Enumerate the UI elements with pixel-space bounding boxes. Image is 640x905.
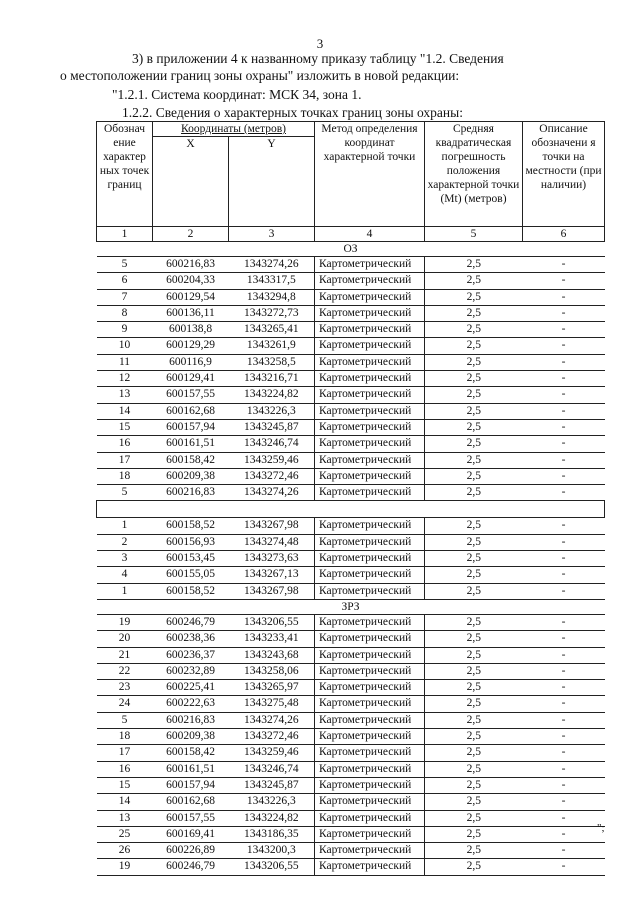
- header-error: Средняя квадратическая погрешность положения характерной точки (Mt) (метров): [425, 122, 523, 227]
- table-row: [97, 305, 605, 321]
- x-coordinate: 600138,8: [153, 322, 229, 338]
- x-coordinate: 600246,79: [153, 614, 229, 630]
- x-coordinate: 600209,38: [153, 729, 229, 745]
- point-number: 24: [97, 696, 153, 712]
- header-x: X: [153, 137, 229, 227]
- x-coordinate: 600136,11: [153, 305, 229, 321]
- error-cell: 2,5: [425, 273, 523, 289]
- error-cell: 2,5: [425, 452, 523, 468]
- table-row: [97, 583, 605, 599]
- y-coordinate: 1343226,3: [229, 794, 315, 810]
- description-cell: -: [523, 452, 605, 468]
- table-row: [97, 647, 605, 663]
- y-coordinate: 1343246,74: [229, 761, 315, 777]
- description-cell: -: [523, 794, 605, 810]
- method-cell: Картометрический: [315, 680, 425, 696]
- description-cell: -: [523, 843, 605, 859]
- description-cell: -: [523, 729, 605, 745]
- column-number: 2: [153, 227, 229, 242]
- description-cell: -: [523, 631, 605, 647]
- method-cell: Картометрический: [315, 567, 425, 583]
- x-coordinate: 600232,89: [153, 663, 229, 679]
- error-cell: 2,5: [425, 289, 523, 305]
- method-cell: Картометрический: [315, 696, 425, 712]
- point-number: 5: [97, 712, 153, 728]
- column-number: 3: [229, 227, 315, 242]
- method-cell: Картометрический: [315, 614, 425, 630]
- point-number: 13: [97, 810, 153, 826]
- error-cell: 2,5: [425, 583, 523, 599]
- method-cell: Картометрический: [315, 745, 425, 761]
- description-cell: -: [523, 273, 605, 289]
- point-number: 1: [97, 518, 153, 534]
- x-coordinate: 600246,79: [153, 859, 229, 875]
- boundary-points-table: [96, 121, 605, 876]
- x-coordinate: 600156,93: [153, 534, 229, 550]
- error-cell: 2,5: [425, 338, 523, 354]
- point-number: 26: [97, 843, 153, 859]
- point-number: 23: [97, 680, 153, 696]
- table-row: [97, 696, 605, 712]
- x-coordinate: 600238,36: [153, 631, 229, 647]
- column-number: 5: [425, 227, 523, 242]
- description-cell: -: [523, 663, 605, 679]
- description-cell: -: [523, 338, 605, 354]
- description-cell: -: [523, 614, 605, 630]
- amendment-line-2: о местоположении границ зоны охраны" изложить в новой редакции:: [60, 68, 460, 83]
- y-coordinate: 1343245,87: [229, 419, 315, 435]
- description-cell: -: [523, 810, 605, 826]
- point-number: 6: [97, 273, 153, 289]
- y-coordinate: 1343265,97: [229, 680, 315, 696]
- error-cell: 2,5: [425, 354, 523, 370]
- table-row: [97, 745, 605, 761]
- description-cell: -: [523, 518, 605, 534]
- description-cell: -: [523, 761, 605, 777]
- error-cell: 2,5: [425, 468, 523, 484]
- error-cell: 2,5: [425, 534, 523, 550]
- description-cell: -: [523, 826, 605, 842]
- point-number: 18: [97, 729, 153, 745]
- point-number: 16: [97, 436, 153, 452]
- description-cell: -: [523, 777, 605, 793]
- error-cell: 2,5: [425, 696, 523, 712]
- x-coordinate: 600158,52: [153, 583, 229, 599]
- method-cell: Картометрический: [315, 810, 425, 826]
- x-coordinate: 600161,51: [153, 761, 229, 777]
- table-row: [97, 371, 605, 387]
- y-coordinate: 1343233,41: [229, 631, 315, 647]
- table-row: [97, 712, 605, 728]
- point-number: 19: [97, 859, 153, 875]
- method-cell: Картометрический: [315, 273, 425, 289]
- x-coordinate: 600116,9: [153, 354, 229, 370]
- point-number: 17: [97, 745, 153, 761]
- x-coordinate: 600236,37: [153, 647, 229, 663]
- y-coordinate: 1343267,13: [229, 567, 315, 583]
- x-coordinate: 600216,83: [153, 485, 229, 501]
- error-cell: 2,5: [425, 745, 523, 761]
- y-coordinate: 1343267,98: [229, 583, 315, 599]
- table-row: [97, 436, 605, 452]
- x-coordinate: 600162,68: [153, 794, 229, 810]
- header-description: Описание обозначени я точки на местности (при наличии): [523, 122, 605, 227]
- header-y: Y: [229, 137, 315, 227]
- description-cell: -: [523, 289, 605, 305]
- table-row: [97, 680, 605, 696]
- table-row: [97, 322, 605, 338]
- description-cell: -: [523, 354, 605, 370]
- header-method: Метод определения координат характерной точки: [315, 122, 425, 227]
- y-coordinate: 1343274,26: [229, 485, 315, 501]
- table-row: [97, 810, 605, 826]
- error-cell: 2,5: [425, 371, 523, 387]
- point-number: 10: [97, 338, 153, 354]
- description-cell: -: [523, 696, 605, 712]
- table-row: [97, 468, 605, 484]
- x-coordinate: 600209,38: [153, 468, 229, 484]
- table-row: [97, 859, 605, 875]
- error-cell: 2,5: [425, 663, 523, 679]
- x-coordinate: 600155,05: [153, 567, 229, 583]
- table-row: [97, 777, 605, 793]
- page-number: 3: [316, 36, 324, 51]
- description-cell: -: [523, 468, 605, 484]
- description-cell: -: [523, 712, 605, 728]
- error-cell: 2,5: [425, 729, 523, 745]
- description-cell: -: [523, 745, 605, 761]
- point-number: 19: [97, 614, 153, 630]
- y-coordinate: 1343258,06: [229, 663, 315, 679]
- table-row: [97, 631, 605, 647]
- error-cell: 2,5: [425, 794, 523, 810]
- table-row: [97, 354, 605, 370]
- error-cell: 2,5: [425, 485, 523, 501]
- table-row: [97, 551, 605, 567]
- column-number-row: [97, 227, 605, 242]
- point-number: 7: [97, 289, 153, 305]
- table-row: [97, 567, 605, 583]
- x-coordinate: 600129,41: [153, 371, 229, 387]
- method-cell: Картометрический: [315, 305, 425, 321]
- y-coordinate: 1343224,82: [229, 810, 315, 826]
- y-coordinate: 1343206,55: [229, 859, 315, 875]
- points-title-line: 1.2.2. Сведения о характерных точках границ зоны охраны:: [122, 105, 463, 120]
- point-number: 21: [97, 647, 153, 663]
- error-cell: 2,5: [425, 387, 523, 403]
- x-coordinate: 600162,68: [153, 403, 229, 419]
- x-coordinate: 600158,52: [153, 518, 229, 534]
- method-cell: Картометрический: [315, 322, 425, 338]
- y-coordinate: 1343206,55: [229, 614, 315, 630]
- description-cell: -: [523, 485, 605, 501]
- method-cell: Картометрический: [315, 631, 425, 647]
- y-coordinate: 1343272,73: [229, 305, 315, 321]
- point-number: 15: [97, 777, 153, 793]
- method-cell: Картометрический: [315, 859, 425, 875]
- method-cell: Картометрический: [315, 712, 425, 728]
- x-coordinate: 600157,94: [153, 419, 229, 435]
- method-cell: Картометрический: [315, 843, 425, 859]
- x-coordinate: 600161,51: [153, 436, 229, 452]
- error-cell: 2,5: [425, 631, 523, 647]
- error-cell: 2,5: [425, 777, 523, 793]
- point-number: 13: [97, 387, 153, 403]
- method-cell: Картометрический: [315, 387, 425, 403]
- y-coordinate: 1343272,46: [229, 729, 315, 745]
- table-row: [97, 387, 605, 403]
- method-cell: Картометрический: [315, 794, 425, 810]
- column-number: 1: [97, 227, 153, 242]
- y-coordinate: 1343272,46: [229, 468, 315, 484]
- x-coordinate: 600216,83: [153, 257, 229, 273]
- description-cell: -: [523, 859, 605, 875]
- column-number: 4: [315, 227, 425, 242]
- description-cell: -: [523, 567, 605, 583]
- y-coordinate: 1343186,35: [229, 826, 315, 842]
- table-row: [97, 794, 605, 810]
- x-coordinate: 600129,54: [153, 289, 229, 305]
- error-cell: 2,5: [425, 419, 523, 435]
- method-cell: Картометрический: [315, 371, 425, 387]
- error-cell: 2,5: [425, 761, 523, 777]
- description-cell: -: [523, 534, 605, 550]
- y-coordinate: 1343273,63: [229, 551, 315, 567]
- error-cell: 2,5: [425, 322, 523, 338]
- group-spacer: [97, 501, 605, 518]
- table-row: [97, 843, 605, 859]
- table-row: [97, 826, 605, 842]
- description-cell: -: [523, 583, 605, 599]
- description-cell: -: [523, 257, 605, 273]
- table-row: [97, 273, 605, 289]
- method-cell: Картометрический: [315, 534, 425, 550]
- method-cell: Картометрический: [315, 436, 425, 452]
- error-cell: 2,5: [425, 518, 523, 534]
- error-cell: 2,5: [425, 712, 523, 728]
- point-number: 20: [97, 631, 153, 647]
- error-cell: 2,5: [425, 551, 523, 567]
- error-cell: 2,5: [425, 826, 523, 842]
- x-coordinate: 600222,63: [153, 696, 229, 712]
- method-cell: Картометрический: [315, 583, 425, 599]
- point-number: 25: [97, 826, 153, 842]
- x-coordinate: 600157,94: [153, 777, 229, 793]
- y-coordinate: 1343224,82: [229, 387, 315, 403]
- y-coordinate: 1343317,5: [229, 273, 315, 289]
- method-cell: Картометрический: [315, 518, 425, 534]
- x-coordinate: 600129,29: [153, 338, 229, 354]
- end-quote-mark: ";: [597, 822, 605, 834]
- y-coordinate: 1343246,74: [229, 436, 315, 452]
- y-coordinate: 1343265,41: [229, 322, 315, 338]
- method-cell: Картометрический: [315, 452, 425, 468]
- table-row: [97, 403, 605, 419]
- error-cell: 2,5: [425, 680, 523, 696]
- header-coordinates: Координаты (метров): [153, 122, 315, 137]
- method-cell: Картометрический: [315, 289, 425, 305]
- error-cell: 2,5: [425, 647, 523, 663]
- method-cell: Картометрический: [315, 826, 425, 842]
- x-coordinate: 600158,42: [153, 452, 229, 468]
- y-coordinate: 1343216,71: [229, 371, 315, 387]
- y-coordinate: 1343226,3: [229, 403, 315, 419]
- method-cell: Картометрический: [315, 647, 425, 663]
- y-coordinate: 1343259,46: [229, 452, 315, 468]
- y-coordinate: 1343261,9: [229, 338, 315, 354]
- description-cell: -: [523, 305, 605, 321]
- section-row: [97, 242, 605, 257]
- description-cell: -: [523, 647, 605, 663]
- method-cell: Картометрический: [315, 485, 425, 501]
- error-cell: 2,5: [425, 614, 523, 630]
- error-cell: 2,5: [425, 567, 523, 583]
- y-coordinate: 1343275,48: [229, 696, 315, 712]
- point-number: 4: [97, 567, 153, 583]
- description-cell: -: [523, 403, 605, 419]
- y-coordinate: 1343200,3: [229, 843, 315, 859]
- error-cell: 2,5: [425, 403, 523, 419]
- x-coordinate: 600169,41: [153, 826, 229, 842]
- x-coordinate: 600158,42: [153, 745, 229, 761]
- description-cell: -: [523, 419, 605, 435]
- point-number: 22: [97, 663, 153, 679]
- table-row: [97, 614, 605, 630]
- amendment-line-1: 3) в приложении 4 к названному приказу таблицу "1.2. Сведения: [132, 51, 504, 66]
- point-number: 12: [97, 371, 153, 387]
- point-number: 11: [97, 354, 153, 370]
- method-cell: Картометрический: [315, 419, 425, 435]
- table-row: [97, 534, 605, 550]
- point-number: 15: [97, 419, 153, 435]
- error-cell: 2,5: [425, 810, 523, 826]
- error-cell: 2,5: [425, 859, 523, 875]
- header-point-designation: Обознач ение характер ных точек границ: [97, 122, 153, 227]
- y-coordinate: 1343274,48: [229, 534, 315, 550]
- x-coordinate: 600204,33: [153, 273, 229, 289]
- x-coordinate: 600153,45: [153, 551, 229, 567]
- table-row: [97, 729, 605, 745]
- y-coordinate: 1343274,26: [229, 257, 315, 273]
- point-number: 18: [97, 468, 153, 484]
- point-number: 1: [97, 583, 153, 599]
- description-cell: -: [523, 387, 605, 403]
- column-number: 6: [523, 227, 605, 242]
- y-coordinate: 1343274,26: [229, 712, 315, 728]
- method-cell: Картометрический: [315, 663, 425, 679]
- point-number: 5: [97, 257, 153, 273]
- y-coordinate: 1343243,68: [229, 647, 315, 663]
- method-cell: Картометрический: [315, 761, 425, 777]
- point-number: 8: [97, 305, 153, 321]
- x-coordinate: 600157,55: [153, 810, 229, 826]
- point-number: 17: [97, 452, 153, 468]
- table-row: [97, 338, 605, 354]
- error-cell: 2,5: [425, 843, 523, 859]
- point-number: 9: [97, 322, 153, 338]
- y-coordinate: 1343258,5: [229, 354, 315, 370]
- method-cell: Картометрический: [315, 257, 425, 273]
- amendment-paragraph: [60, 50, 608, 84]
- table-row: [97, 518, 605, 534]
- point-number: 16: [97, 761, 153, 777]
- section-row: [97, 599, 605, 614]
- point-number: 2: [97, 534, 153, 550]
- method-cell: Картометрический: [315, 354, 425, 370]
- y-coordinate: 1343267,98: [229, 518, 315, 534]
- coord-system-line: "1.2.1. Система координат: МСК 34, зона 1.: [112, 87, 362, 102]
- table-row: [97, 663, 605, 679]
- point-number: 14: [97, 794, 153, 810]
- x-coordinate: 600225,41: [153, 680, 229, 696]
- y-coordinate: 1343245,87: [229, 777, 315, 793]
- point-number: 5: [97, 485, 153, 501]
- table-row: [97, 289, 605, 305]
- error-cell: 2,5: [425, 257, 523, 273]
- description-cell: -: [523, 322, 605, 338]
- x-coordinate: 600226,89: [153, 843, 229, 859]
- description-cell: -: [523, 680, 605, 696]
- section-title: ЗРЗ: [97, 599, 605, 614]
- point-number: 14: [97, 403, 153, 419]
- table-row: [97, 485, 605, 501]
- method-cell: Картометрический: [315, 777, 425, 793]
- y-coordinate: 1343259,46: [229, 745, 315, 761]
- method-cell: Картометрический: [315, 468, 425, 484]
- description-cell: -: [523, 551, 605, 567]
- point-number: 3: [97, 551, 153, 567]
- table-row: [97, 452, 605, 468]
- description-cell: -: [523, 436, 605, 452]
- section-title: ОЗ: [97, 242, 605, 257]
- method-cell: Картометрический: [315, 729, 425, 745]
- method-cell: Картометрический: [315, 551, 425, 567]
- y-coordinate: 1343294,8: [229, 289, 315, 305]
- method-cell: Картометрический: [315, 403, 425, 419]
- x-coordinate: 600216,83: [153, 712, 229, 728]
- table-row: [97, 761, 605, 777]
- table-row: [97, 257, 605, 273]
- error-cell: 2,5: [425, 305, 523, 321]
- description-cell: -: [523, 371, 605, 387]
- x-coordinate: 600157,55: [153, 387, 229, 403]
- table-row: [97, 419, 605, 435]
- error-cell: 2,5: [425, 436, 523, 452]
- method-cell: Картометрический: [315, 338, 425, 354]
